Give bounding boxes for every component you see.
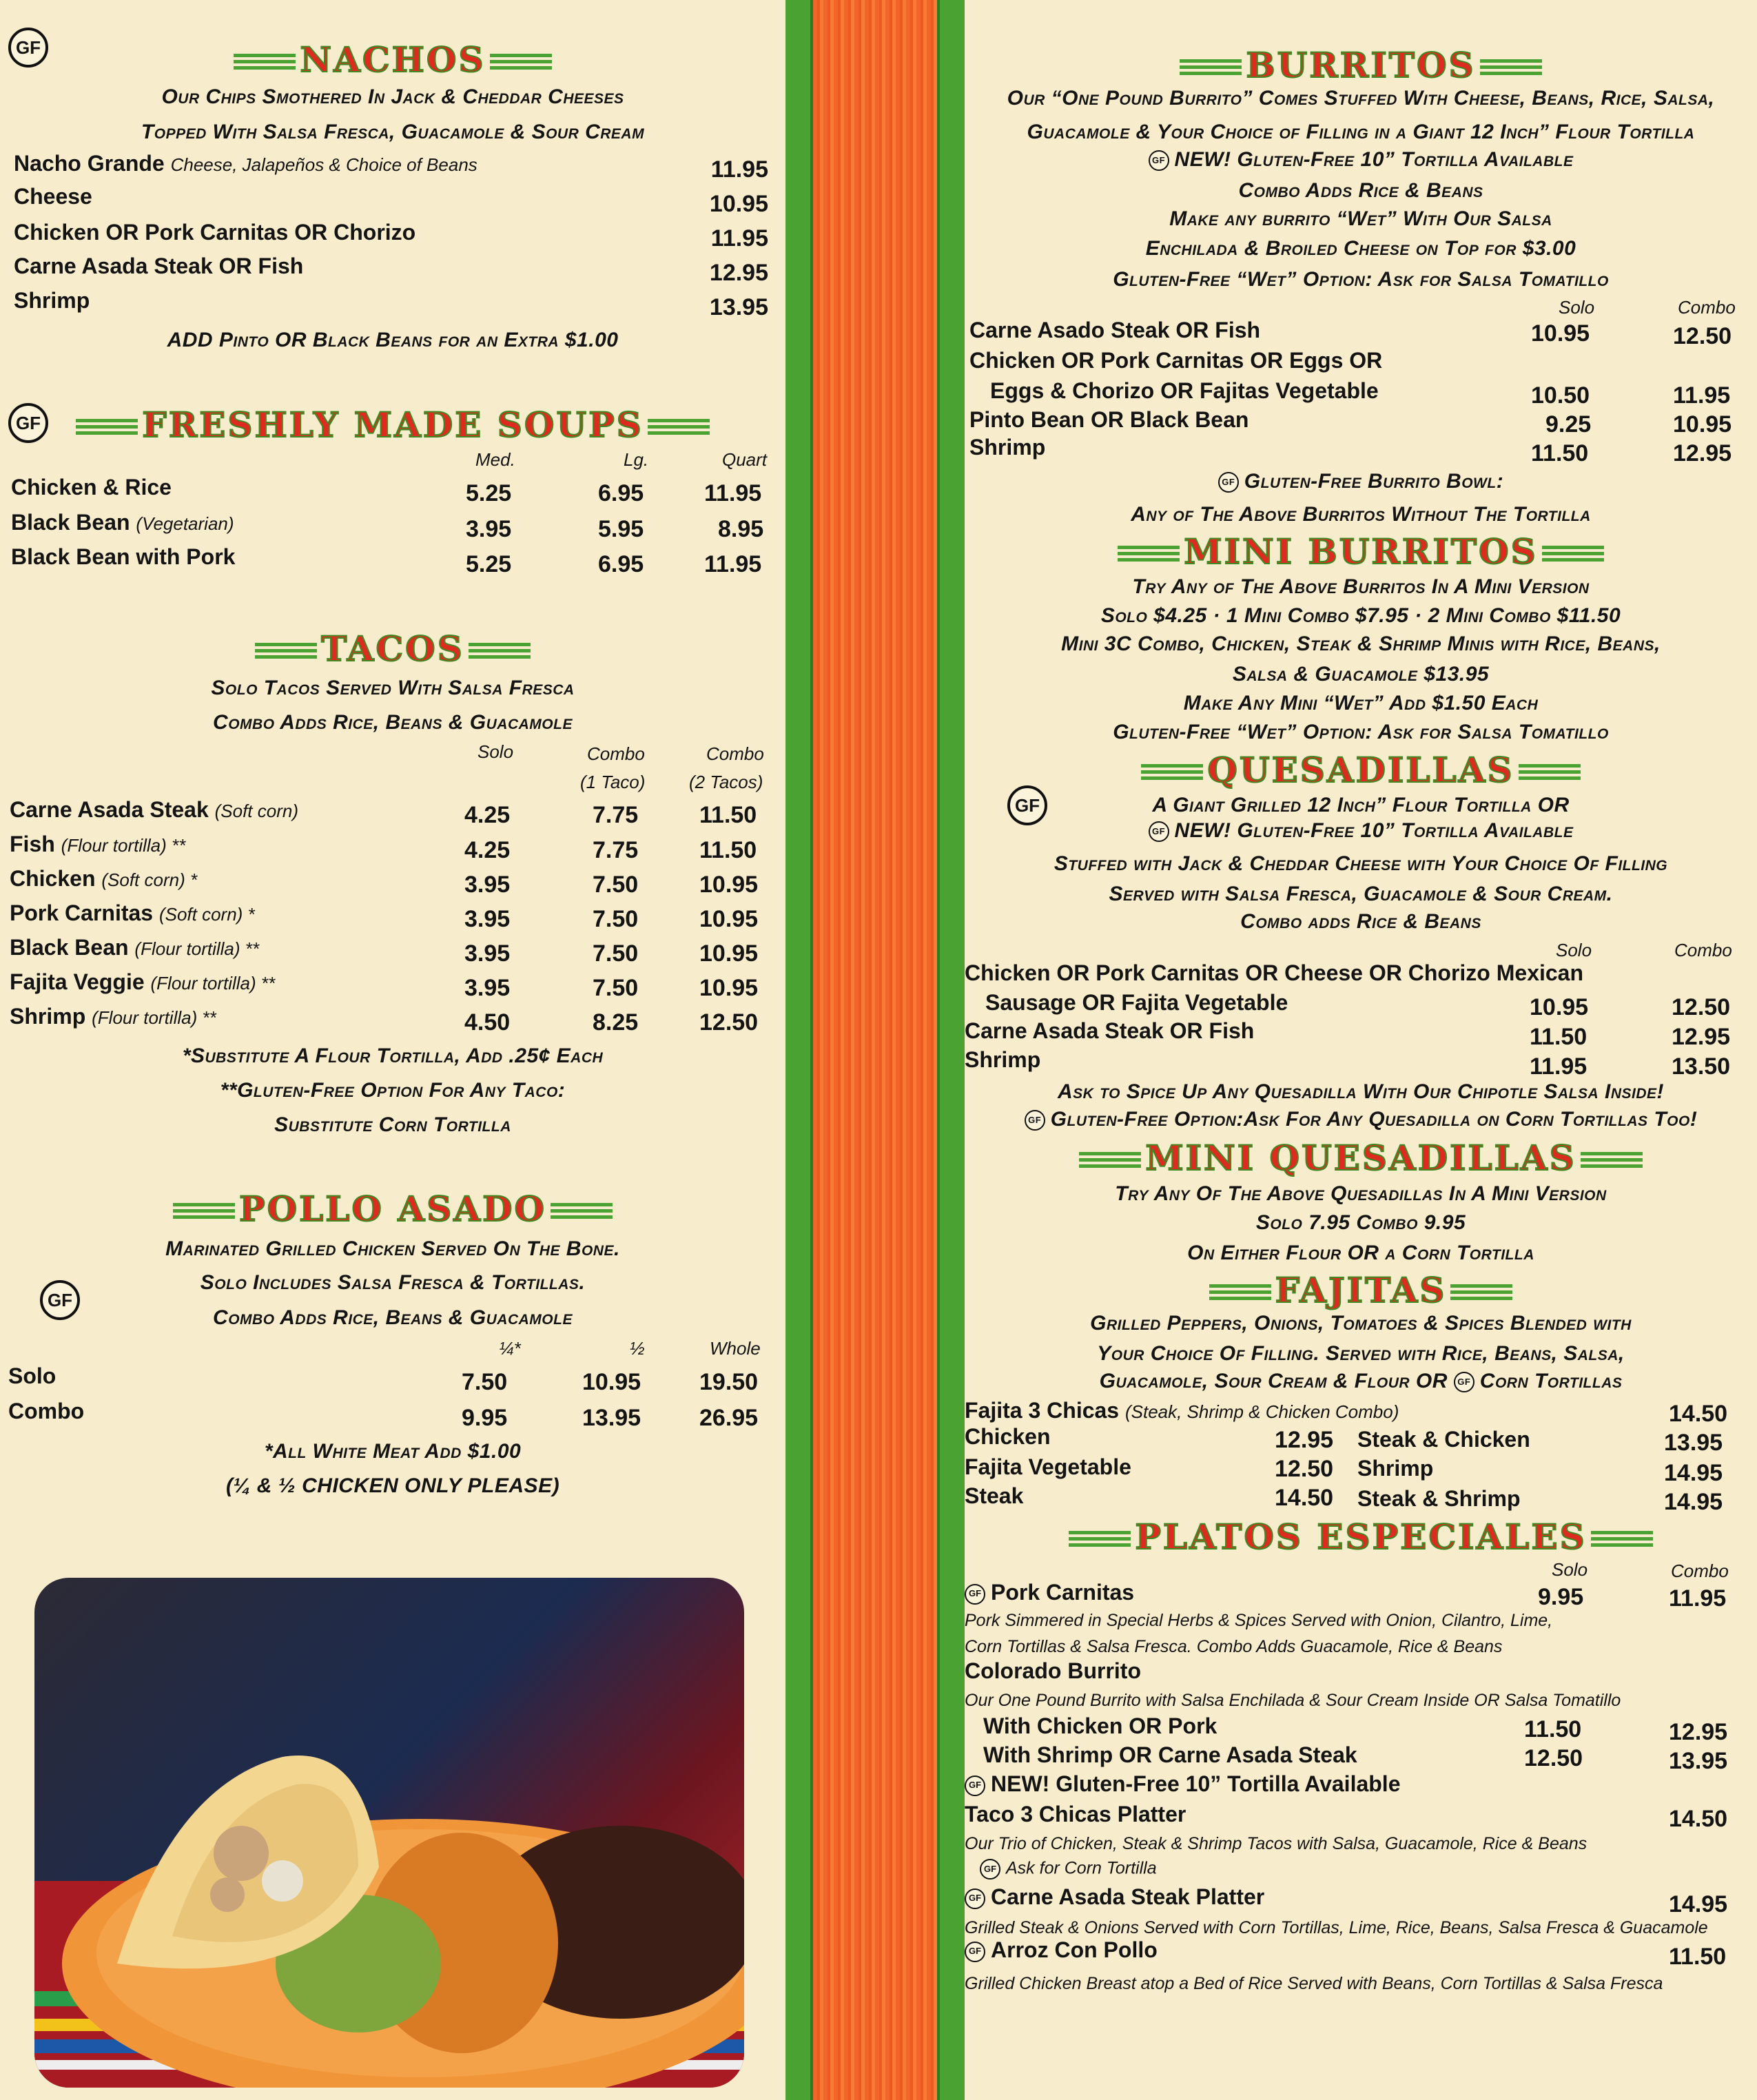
burritos-bowl: GF Gluten-Free Burrito Bowl: bbox=[965, 470, 1757, 493]
price: 14.50 bbox=[1669, 1806, 1728, 1832]
price: 9.95 bbox=[1538, 1584, 1584, 1610]
pollo-note: (¼ & ½ CHICKEN ONLY PLEASE) bbox=[225, 1474, 560, 1497]
price: 12.50 bbox=[1275, 1456, 1334, 1482]
price: 12.95 bbox=[1275, 1427, 1334, 1453]
price: 3.95 bbox=[464, 975, 511, 1001]
price: 11.95 bbox=[710, 156, 768, 183]
price: 12.95 bbox=[1673, 440, 1732, 466]
menu-item: Colorado Burrito bbox=[965, 1658, 1141, 1683]
price: 11.50 bbox=[1530, 1024, 1588, 1050]
menu-item: Shrimp bbox=[14, 288, 90, 313]
menu-item: Cheese bbox=[14, 184, 92, 209]
price: 7.75 bbox=[593, 837, 639, 863]
price: 11.95 bbox=[1530, 1053, 1588, 1080]
price: 7.50 bbox=[462, 1369, 508, 1395]
price: 11.50 bbox=[699, 802, 757, 828]
price: 11.50 bbox=[699, 837, 757, 863]
price: 10.95 bbox=[582, 1369, 641, 1395]
price: 3.95 bbox=[464, 872, 511, 898]
column-header: Combo bbox=[1674, 940, 1732, 960]
item-desc: Our Trio of Chicken, Steak & Shrimp Tacos with Salsa, Guacamole, Rice & Beans bbox=[965, 1834, 1588, 1853]
price: 11.50 bbox=[1524, 1716, 1582, 1742]
menu-item: Combo bbox=[8, 1399, 85, 1423]
gluten-free-icon: GF bbox=[965, 1584, 985, 1605]
column-header: (1 Taco) bbox=[580, 772, 646, 792]
menu-item: Shrimp bbox=[969, 435, 1046, 460]
nachos-note: ADD Pinto OR Black Beans for an Extra $1.00 bbox=[167, 329, 619, 351]
menu-item: Shrimp bbox=[965, 1047, 1041, 1072]
menu-item: GF NEW! Gluten-Free 10” Tortilla Available bbox=[965, 1772, 1400, 1796]
column-header: Med. bbox=[475, 449, 515, 470]
fajitas-desc: Guacamole, Sour Cream & Flour OR GF Corn Tortillas bbox=[1099, 1370, 1623, 1392]
price: 12.95 bbox=[709, 260, 768, 286]
pollo-desc: Combo Adds Rice, Beans & Guacamole bbox=[213, 1306, 573, 1329]
price: 10.95 bbox=[699, 940, 759, 967]
item-desc: Our One Pound Burrito with Salsa Enchilada & Sour Cream Inside OR Salsa Tomatillo bbox=[965, 1691, 1621, 1710]
column-header: Solo bbox=[477, 741, 514, 762]
price: 5.25 bbox=[466, 551, 512, 577]
item-desc: Grilled Steak & Onions Served with Corn Tortillas, Lime, Rice, Beans, Salsa Fresca & Guacamole bbox=[965, 1918, 1708, 1937]
price: 4.25 bbox=[464, 802, 511, 828]
mini-quesadillas-desc: Try Any Of The Above Quesadillas In A Mini Version bbox=[1115, 1182, 1607, 1205]
gluten-free-icon: GF bbox=[40, 1280, 80, 1320]
menu-item: Shrimp (Flour tortilla) ** bbox=[10, 1004, 216, 1029]
menu-item: Taco 3 Chicas Platter bbox=[965, 1802, 1186, 1826]
gluten-free-icon: GF bbox=[965, 1942, 985, 1962]
price: 13.95 bbox=[1664, 1430, 1723, 1456]
column-header: (2 Tacos) bbox=[689, 772, 763, 792]
price: 10.50 bbox=[1531, 382, 1590, 409]
column-header: ¼* bbox=[499, 1338, 521, 1359]
menu-item: Carne Asada Steak (Soft corn) bbox=[10, 797, 298, 822]
price: 11.95 bbox=[1669, 1585, 1727, 1612]
price: 10.95 bbox=[699, 872, 759, 898]
mini-quesadillas-title: MINI QUESADILLAS bbox=[965, 1141, 1757, 1175]
nachos-title: NACHOS bbox=[0, 43, 785, 77]
burritos-desc: Enchilada & Broiled Cheese on Top for $3.00 bbox=[1145, 237, 1576, 260]
price: 10.95 bbox=[1673, 411, 1732, 438]
burritos-desc: Gluten-Free “Wet” Option: Ask for Salsa Tomatillo bbox=[1113, 268, 1609, 291]
price: 8.25 bbox=[593, 1009, 639, 1036]
price: 4.50 bbox=[464, 1009, 511, 1036]
column-header: Combo bbox=[587, 743, 645, 764]
gluten-free-icon: GF bbox=[1149, 821, 1169, 842]
gluten-free-icon: GF bbox=[1149, 150, 1169, 171]
column-header: Quart bbox=[722, 449, 768, 470]
column-header: Solo bbox=[1552, 1559, 1588, 1580]
price: 7.50 bbox=[593, 940, 639, 967]
tacos-note: *Substitute A Flour Tortilla, Add .25¢ Each bbox=[182, 1044, 604, 1067]
gluten-free-icon: GF bbox=[1218, 472, 1239, 493]
menu-item: Sausage OR Fajita Vegetable bbox=[985, 990, 1288, 1015]
price: 6.95 bbox=[598, 480, 644, 506]
quesadillas-desc: Combo adds Rice & Beans bbox=[1240, 910, 1481, 933]
price: 11.50 bbox=[1531, 440, 1589, 466]
decorative-stripe bbox=[785, 0, 965, 2100]
menu-item: Steak & Shrimp bbox=[1357, 1486, 1521, 1511]
tacos-desc: Combo Adds Rice, Beans & Guacamole bbox=[213, 711, 573, 734]
price: 12.95 bbox=[1669, 1719, 1728, 1745]
burritos-desc: Our “One Pound Burrito” Comes Stuffed With Cheese, Beans, Rice, Salsa, bbox=[1007, 87, 1715, 110]
gluten-free-icon: GF bbox=[965, 1775, 985, 1796]
menu-item: Eggs & Chorizo OR Fajitas Vegetable bbox=[990, 378, 1379, 403]
menu-item: Chicken (Soft corn) * bbox=[10, 866, 198, 891]
food-photo bbox=[34, 1578, 744, 2088]
price: 14.50 bbox=[1669, 1401, 1728, 1427]
gluten-free-icon: GF bbox=[980, 1859, 1000, 1880]
column-header: Whole bbox=[710, 1338, 761, 1359]
menu-item: Carne Asada Steak OR Fish bbox=[965, 1018, 1255, 1043]
burritos-bowl: Any of The Above Burritos Without The Tortilla bbox=[1131, 503, 1591, 526]
menu-item: Black Bean (Flour tortilla) ** bbox=[10, 935, 260, 960]
tacos-note: **Gluten-Free Option For Any Taco: bbox=[220, 1079, 566, 1102]
menu-item: Carne Asado Steak OR Fish bbox=[969, 318, 1261, 342]
quesadillas-note: GF Gluten-Free Option:Ask For Any Quesadilla on Corn Tortillas Too! bbox=[965, 1108, 1757, 1131]
price: 19.50 bbox=[699, 1369, 759, 1395]
burritos-desc: Combo Adds Rice & Beans bbox=[1238, 179, 1483, 202]
gluten-free-icon: GF bbox=[8, 403, 48, 443]
pollo-desc: Solo Includes Salsa Fresca & Tortillas. bbox=[200, 1271, 586, 1294]
mini-quesadillas-desc: On Either Flour OR a Corn Tortilla bbox=[1187, 1242, 1534, 1264]
menu-item: Pork Carnitas (Soft corn) * bbox=[10, 900, 255, 925]
quesadillas-title: QUESADILLAS bbox=[965, 753, 1757, 788]
menu-item: Chicken & Rice bbox=[11, 475, 172, 500]
mini-burritos-desc: Try Any of The Above Burritos In A Mini Version bbox=[1132, 575, 1590, 598]
price: 10.95 bbox=[699, 906, 759, 932]
price: 3.95 bbox=[464, 940, 511, 967]
price: 13.95 bbox=[582, 1405, 641, 1431]
menu-item: GF Pork Carnitas bbox=[965, 1581, 1134, 1605]
gluten-free-icon: GF bbox=[8, 28, 48, 68]
price: 11.95 bbox=[704, 480, 762, 506]
price: 7.75 bbox=[593, 802, 639, 828]
mini-burritos-desc: Gluten-Free “Wet” Option: Ask for Salsa Tomatillo bbox=[1113, 721, 1609, 743]
left-column bbox=[0, 0, 785, 2100]
price: 11.95 bbox=[1673, 382, 1731, 409]
column-header: Combo bbox=[1678, 297, 1736, 318]
item-desc: GF Ask for Corn Tortilla bbox=[980, 1859, 1157, 1880]
menu-item: Fajita 3 Chicas (Steak, Shrimp & Chicken Combo) bbox=[965, 1398, 1399, 1423]
menu-item: Steak bbox=[965, 1483, 1024, 1508]
price: 9.95 bbox=[462, 1405, 508, 1431]
price: 10.95 bbox=[1531, 320, 1590, 347]
item-desc: Corn Tortillas & Salsa Fresca. Combo Adds Guacamole, Rice & Beans bbox=[965, 1637, 1503, 1656]
column-header: Lg. bbox=[624, 449, 649, 470]
platos-title: PLATOS ESPECIALES bbox=[965, 1520, 1757, 1554]
gluten-free-icon: GF bbox=[965, 1888, 985, 1909]
pollo-note: *All White Meat Add $1.00 bbox=[264, 1440, 522, 1463]
price: 3.95 bbox=[464, 906, 511, 932]
item-desc: Pork Simmered in Special Herbs & Spices Served with Onion, Cilantro, Lime, bbox=[965, 1611, 1553, 1630]
mini-burritos-desc: Mini 3C Combo, Chicken, Steak & Shrimp Minis with Rice, Beans, bbox=[1061, 632, 1661, 655]
price: 12.50 bbox=[1524, 1745, 1583, 1771]
fajitas-title: FAJITAS bbox=[965, 1273, 1757, 1308]
price: 14.95 bbox=[1669, 1891, 1728, 1917]
pollo-desc: Marinated Grilled Chicken Served On The Bone. bbox=[165, 1237, 620, 1260]
column-header: Solo bbox=[1556, 940, 1592, 960]
mini-burritos-desc: Solo $4.25 · 1 Mini Combo $7.95 · 2 Mini Combo $11.50 bbox=[1100, 604, 1621, 627]
price: 10.95 bbox=[709, 191, 768, 217]
price: 12.50 bbox=[1672, 994, 1731, 1020]
price: 13.50 bbox=[1672, 1053, 1731, 1080]
menu-item: Nacho Grande Cheese, Jalapeños & Choice of Beans bbox=[14, 151, 477, 176]
column-header: Combo bbox=[706, 743, 764, 764]
mini-burritos-title: MINI BURRITOS bbox=[965, 535, 1757, 569]
price: 10.95 bbox=[699, 975, 759, 1001]
price: 8.95 bbox=[718, 516, 764, 542]
fajitas-desc: Grilled Peppers, Onions, Tomatoes & Spices Blended with bbox=[1090, 1312, 1632, 1335]
mini-burritos-desc: Make Any Mini “Wet” Add $1.50 Each bbox=[1183, 692, 1539, 714]
menu-item: Chicken OR Pork Carnitas OR Chorizo bbox=[14, 220, 416, 245]
gluten-free-icon: GF bbox=[1025, 1110, 1045, 1131]
price: 5.25 bbox=[466, 480, 512, 506]
soups-title: FRESHLY MADE SOUPS bbox=[0, 408, 785, 442]
item-desc: Grilled Chicken Breast atop a Bed of Rice Served with Beans, Corn Tortillas & Salsa Fresca bbox=[965, 1974, 1663, 1993]
price: 10.95 bbox=[1530, 994, 1589, 1020]
menu-item: With Shrimp OR Carne Asada Steak bbox=[983, 1742, 1357, 1767]
price: 11.95 bbox=[704, 551, 762, 577]
menu-item: Pinto Bean OR Black Bean bbox=[969, 407, 1249, 432]
menu-item: Chicken OR Pork Carnitas OR Cheese OR Chorizo Mexican bbox=[965, 960, 1584, 985]
menu-item: Fajita Veggie (Flour tortilla) ** bbox=[10, 969, 276, 994]
price: 12.50 bbox=[1673, 323, 1732, 349]
price: 14.95 bbox=[1664, 1489, 1723, 1515]
quesadillas-desc: A Giant Grilled 12 Inch” Flour Tortilla OR bbox=[1152, 794, 1570, 816]
price: 9.25 bbox=[1545, 411, 1592, 438]
price: 7.50 bbox=[593, 872, 639, 898]
price: 5.95 bbox=[598, 516, 644, 542]
menu-item: Chicken OR Pork Carnitas OR Eggs OR bbox=[969, 348, 1383, 373]
price: 7.50 bbox=[593, 906, 639, 932]
price: 14.95 bbox=[1664, 1460, 1723, 1486]
price: 26.95 bbox=[699, 1405, 759, 1431]
fajitas-desc: Your Choice Of Filling. Served with Rice, Beans, Salsa, bbox=[1097, 1342, 1625, 1365]
price: 13.95 bbox=[1669, 1748, 1728, 1774]
pollo-title: POLLO ASADO bbox=[0, 1192, 785, 1226]
price: 6.95 bbox=[598, 551, 644, 577]
nachos-desc: Topped With Salsa Fresca, Guacamole & Sour Cream bbox=[141, 121, 645, 143]
gluten-free-icon: GF bbox=[1454, 1372, 1475, 1392]
quesadillas-desc: Stuffed with Jack & Cheddar Cheese with Your Choice Of Filling bbox=[1054, 852, 1668, 875]
burritos-desc: Make any burrito “Wet” With Our Salsa bbox=[1169, 207, 1552, 230]
menu-item: GF Arroz Con Pollo bbox=[965, 1938, 1158, 1962]
menu-item: Shrimp bbox=[1357, 1456, 1434, 1481]
nachos-desc: Our Chips Smothered In Jack & Cheddar Cheeses bbox=[161, 85, 624, 108]
menu-item: Chicken bbox=[965, 1424, 1051, 1449]
gluten-free-icon: GF bbox=[1007, 785, 1047, 825]
tacos-title: TACOS bbox=[0, 632, 785, 666]
burritos-desc: GF NEW! Gluten-Free 10” Tortilla Available bbox=[965, 148, 1757, 171]
menu-item: Black Bean (Vegetarian) bbox=[11, 510, 234, 535]
price: 14.50 bbox=[1275, 1485, 1334, 1511]
mini-quesadillas-desc: Solo 7.95 Combo 9.95 bbox=[1255, 1211, 1466, 1234]
price: 12.95 bbox=[1672, 1024, 1731, 1050]
menu-item: Fish (Flour tortilla) ** bbox=[10, 832, 186, 856]
menu-item: Carne Asada Steak OR Fish bbox=[14, 254, 304, 278]
price: 11.95 bbox=[710, 225, 768, 251]
menu-item: Fajita Vegetable bbox=[965, 1454, 1131, 1479]
column-header: Solo bbox=[1559, 297, 1595, 318]
price: 4.25 bbox=[464, 837, 511, 863]
mini-burritos-desc: Salsa & Guacamole $13.95 bbox=[1232, 663, 1490, 686]
tacos-note: Substitute Corn Tortilla bbox=[274, 1113, 511, 1136]
price: 13.95 bbox=[709, 294, 768, 320]
quesadillas-desc: Served with Salsa Fresca, Guacamole & Sour Cream. bbox=[1109, 883, 1613, 905]
tacos-desc: Solo Tacos Served With Salsa Fresca bbox=[211, 677, 575, 699]
price: 12.50 bbox=[699, 1009, 759, 1036]
menu-item: Black Bean with Pork bbox=[11, 544, 236, 569]
price: 11.50 bbox=[1669, 1944, 1727, 1970]
burritos-desc: Guacamole & Your Choice of Filling in a Giant 12 Inch” Flour Tortilla bbox=[1027, 121, 1695, 143]
price: 7.50 bbox=[593, 975, 639, 1001]
right-column bbox=[965, 0, 1757, 2100]
column-header: Combo bbox=[1671, 1561, 1729, 1581]
menu-item: With Chicken OR Pork bbox=[983, 1713, 1217, 1738]
quesadillas-desc: GF NEW! Gluten-Free 10” Tortilla Available bbox=[965, 819, 1757, 842]
quesadillas-note: Ask to Spice Up Any Quesadilla With Our Chipotle Salsa Inside! bbox=[1057, 1080, 1665, 1103]
price: 3.95 bbox=[466, 516, 512, 542]
burritos-title: BURRITOS bbox=[965, 48, 1757, 83]
column-header: ½ bbox=[630, 1338, 645, 1359]
menu-item: Solo bbox=[8, 1363, 56, 1388]
menu-item: Steak & Chicken bbox=[1357, 1427, 1530, 1452]
menu-item: GF Carne Asada Steak Platter bbox=[965, 1885, 1264, 1909]
